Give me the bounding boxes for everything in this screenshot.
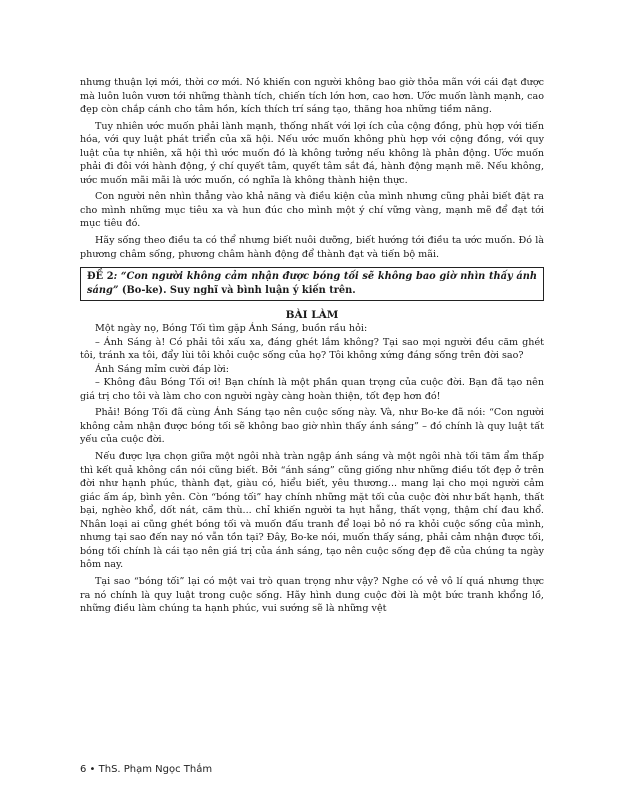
paragraph: Con người nên nhìn thẳng vào khả năng và điều kiện của mình nhưng cũng phải biết đặt ra cho mình những mục tiêu xa và hun đúc cho mình một ý chí vững vàng, mạnh mẽ để đạt tới mục tiêu đó. <box>80 191 544 230</box>
paragraph: nhưng thuận lợi mới, thời cơ mới. Nó khiến con người không bao giờ thỏa mãn với cái đạt được mà luôn luôn vươn tới những thành tích, chiến tích lớn hơn, cao hơn. Ước muốn lành mạnh, cao đẹp còn chắp cánh cho tâm hồn, kích thích trí sáng tạo, thăng hoa những tiềm năng. <box>80 77 544 116</box>
topic-rest: (Bo-ke). Suy nghĩ và bình luận ý kiến trên. <box>118 285 356 297</box>
paragraph: Tại sao “bóng tối” lại có một vai trò quan trọng như vậy? Nghe có vẻ vô lí quá nhưng thực ra nó chính là quy luật trong cuộc sống. Hãy hình dung cuộc đời là một bức tranh khổng lồ, những điều làm chúng ta hạnh phúc, vui sướng sẽ là những vệt <box>80 575 544 615</box>
paragraph: Hãy sống theo điều ta có thể nhưng biết nuôi dưỡng, biết hướng tới điều ta ước muốn. Đó là phương châm sống, phương châm hành động để thành đạt và tiến bộ mãi. <box>80 235 544 260</box>
paragraph: Tuy nhiên ước muốn phải lành mạnh, thống nhất với lợi ích của cộng đồng, phù hợp với tiến hóa, với quy luật phát triển của xã hội. Nếu ước muốn không phù hợp với cộng đồng, với quy luật của tự nhiên, xã hội thì ước muốn đó là không tưởng nếu không là phản động. Ước muốn phải đi đôi với hành động, ý chí quyết tâm, quyết tâm sắt đá, hành động mạnh mẽ. Nếu không, ước muốn mãi mãi là ước muốn, có nghĩa là không thành hiện thực. <box>80 120 544 186</box>
paragraph: Một ngày nọ, Bóng Tối tìm gặp Ánh Sáng, buồn rầu hỏi: <box>95 323 368 335</box>
section-heading: BÀI LÀM <box>285 309 339 322</box>
topic-quote: : “Con người không cảm nhận được bóng tối sẽ không bao giờ nhìn thấy ánh sáng” <box>87 271 537 297</box>
paragraph: Ánh Sáng mỉm cười đáp lời: <box>95 363 229 375</box>
bottom-paragraphs <box>80 322 544 615</box>
paragraph: – Không đâu Bóng Tối ơi! Bạn chính là một phần quan trọng của cuộc đời. Bạn đã tạo nên giá trị cho tôi và làm cho con người ngày càng hoàn thiện, tốt đẹp hơn đó! <box>80 377 544 402</box>
paragraph: Nếu được lựa chọn giữa một ngôi nhà tràn ngập ánh sáng và một ngôi nhà tối tăm ẩm thấp thì kết quả không cần nói cũng biết. Bởi “ánh sáng” cũng giống như những điều tốt đẹp ở trên đời như hạnh phúc, thành đạt, giàu có, hiểu biết, yêu thương... mang lại cho mọi người cảm giác ấm áp, bình yên. Còn “bóng tối” hay chính những mặt tối của cuộc đời như bất hạnh, thất bại, nghèo khổ, dốt nát, căm thù... chỉ khiến người ta hụt hẫng, thất vọng, thậm chí đau khổ. Nhân loại ai cũng ghét bóng tối và muốn đấu tranh để loại bỏ nó ra khỏi cuộc sống của mình, nhưng tại sao đến nay nó vẫn tồn tại? Đây, Bo-ke nói, muốn thấy sáng, phải cảm nhận được tối, bóng tối chính là cái tạo nên giá trị của ánh sáng, tạo nên cuộc sống đẹp đẽ của chúng ta ngày hôm nay. <box>80 451 544 571</box>
top-paragraphs <box>80 76 544 261</box>
paragraph: – Ánh Sáng à! Có phải tôi xấu xa, đáng ghét lắm không? Tại sao mọi người đều căm ghét tôi, tránh xa tôi, đẩy lùi tôi khỏi cuộc sống của họ? Tôi không xứng đáng sống trên đời sao? <box>80 336 544 362</box>
paragraph: Phải! Bóng Tối đã cùng Ánh Sáng tạo nên cuộc sống này. Và, như Bo-ke đã nói: “Con người không cảm nhận được bóng tối sẽ không bao giờ nhìn thấy ánh sáng” – đó chính là quy luật tất yếu của cuộc đời. <box>80 407 544 446</box>
topic-label: ĐỀ 2 <box>87 271 114 283</box>
page-body <box>80 76 544 616</box>
page-footer: 6 • ThS. Phạm Ngọc Thắm <box>80 764 213 775</box>
topic-box <box>80 267 544 301</box>
